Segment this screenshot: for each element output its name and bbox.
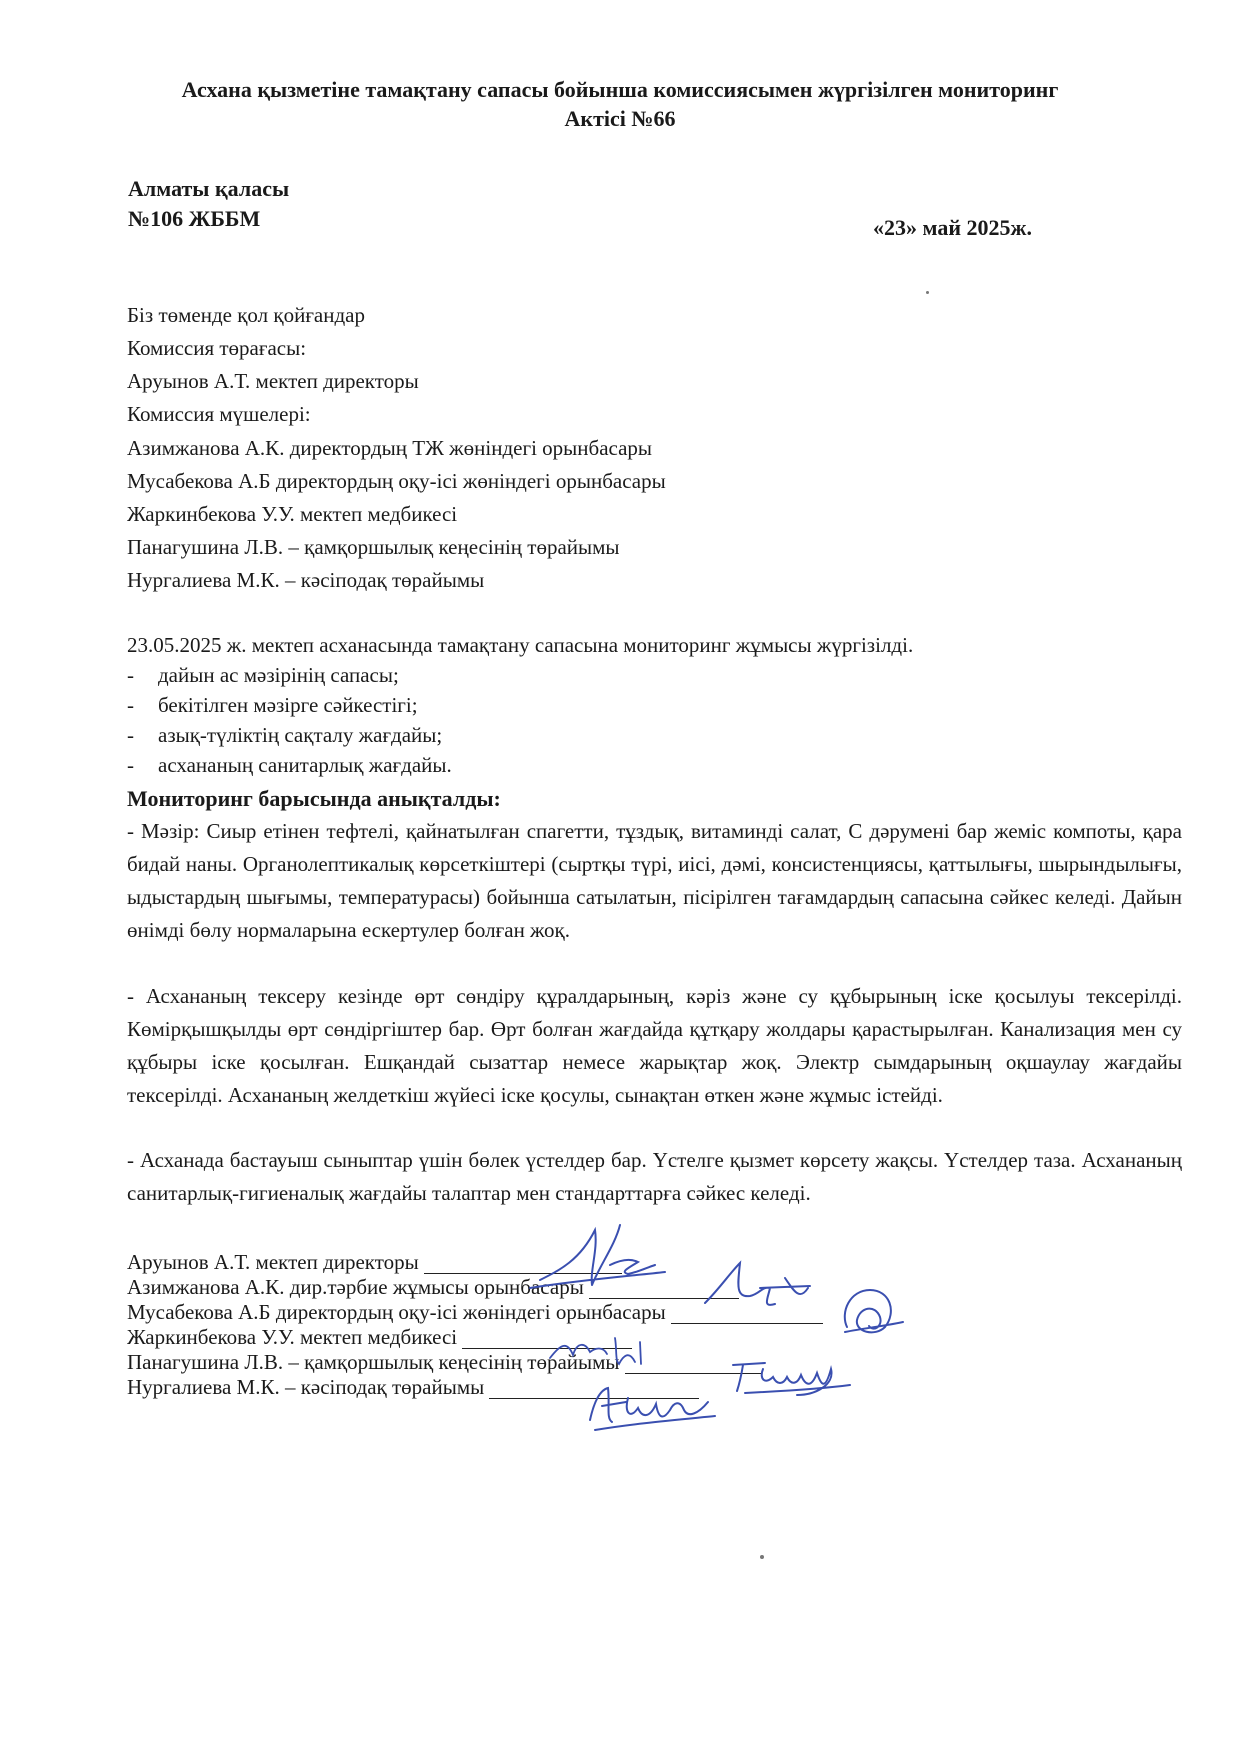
list-item: [127, 749, 452, 782]
list-bullet: -: [127, 753, 134, 777]
list-bullet: -: [127, 663, 134, 687]
list-bullet: -: [127, 723, 134, 747]
list-item: [127, 659, 399, 692]
handwritten-signature: [520, 1210, 670, 1300]
monitoring-intro: 23.05.2025 ж. мектеп асханасында тамақтану сапасына мониторинг жұмысы жүргізілді.: [127, 633, 914, 657]
handwritten-signature: [700, 1258, 820, 1318]
signatory-name: Азимжанова А.К. дир.тәрбие жұмысы орынбасары: [127, 1275, 584, 1299]
handwritten-signature: [580, 1380, 720, 1435]
handwritten-signature: [545, 1330, 655, 1370]
document-date: «23» май 2025ж.: [873, 215, 1032, 240]
list-bullet: -: [127, 693, 134, 717]
list-item: [127, 689, 418, 722]
school-name: №106 ЖББМ: [128, 206, 261, 231]
handwritten-signature: [725, 1355, 855, 1400]
signatory-name: Аруынов А.Т. мектеп директоры: [127, 1250, 419, 1274]
member-item: Азимжанова А.К. директордың ТЖ жөніндегі орынбасары: [127, 436, 653, 460]
chair-label: Комиссия төрағасы:: [127, 336, 307, 360]
member-item: Мусабекова А.Б директордың оқу-ісі жөніндегі орынбасары: [127, 469, 666, 493]
member-item: Жаркинбекова У.У. мектеп медбикесі: [127, 502, 458, 526]
signatory-name: Нургалиева М.К. – кәсіподақ төрайымы: [127, 1375, 485, 1399]
list-item-text: асхананың санитарлық жағдайы.: [158, 753, 452, 777]
list-item: [127, 719, 442, 752]
list-item-text: азық-түліктің сақталу жағдайы;: [158, 723, 443, 747]
handwritten-signature: [835, 1282, 905, 1342]
findings-paragraph: - Мәзір: Сиыр етінен тефтелі, қайнатылған спагетти, тұздық, витаминді салат, С дәрумені бар жеміс компоты, қара бидай наны. Органолептикалық көрсеткіштері (сыртқы түрі, иісі, дәмі, консистенциясы, қаттылығы, шырындылығы, ыдыстардың шығымы, температурасы) бойынша сатылатын, пісірілген тағамдардың сапасына сәйкес келеді. Дайын өнімді бөлу нормаларына ескертулер болған жоқ.: [127, 819, 1182, 942]
members-label: Комиссия мүшелері:: [127, 402, 311, 426]
signature-line: [127, 1350, 761, 1374]
scan-speck: [926, 291, 929, 294]
list-item-text: дайын ас мәзірінің сапасы;: [158, 663, 399, 687]
chair-name: Аруынов А.Т. мектеп директоры: [127, 369, 419, 393]
signatory-name: Панагушина Л.В. – қамқоршылық кеңесінің төрайымы: [127, 1350, 620, 1374]
list-item-text: бекітілген мәзірге сәйкестігі;: [158, 693, 418, 717]
intro-text: Біз төменде қол қойғандар: [127, 303, 365, 327]
member-item: Панагушина Л.В. – қамқоршылық кеңесінің төрайымы: [127, 535, 620, 559]
signatory-name: Мусабекова А.Б директордың оқу-ісі жөніндегі орынбасары: [127, 1300, 666, 1324]
signatory-name: Жаркинбекова У.У. мектеп медбикесі: [127, 1325, 458, 1349]
city: Алматы қаласы: [128, 176, 290, 201]
member-item: Нургалиева М.К. – кәсіподақ төрайымы: [127, 568, 485, 592]
scan-speck: [760, 1555, 764, 1559]
act-number: Актісі №66: [564, 106, 676, 131]
findings-heading: Мониторинг барысында анықталды:: [127, 786, 501, 811]
findings-paragraph: - Асханада бастауыш сыныптар үшін бөлек үстелдер бар. Үстелге қызмет көрсету жақсы. Үстелдер таза. Асхананың санитарлық-гигиеналық жағдайы талаптар мен стандарттарға сәйкес келеді.: [127, 1148, 1182, 1205]
findings-paragraph: - Асхананың тексеру кезінде өрт сөндіру құралдарының, кәріз және су құбырының іске қосылуы тексерілді. Көмірқышқылды өрт сөндіргіштер бар. Өрт болған жағдайда құтқару жолдары қарастырылған. Канализация мен су құбыры іске қосылған. Ешқандай сызаттар немесе жарықтар жоқ. Электр сымдарының оқшаулау жағдайы тексерілді. Асхананың желдеткіш жүйесі іске қосулы, сынақтан өткен және жұмыс істейді.: [127, 984, 1182, 1107]
document-title: Асхана қызметіне тамақтану сапасы бойынша комиссиясымен жүргізілген мониторинг: [181, 77, 1059, 102]
